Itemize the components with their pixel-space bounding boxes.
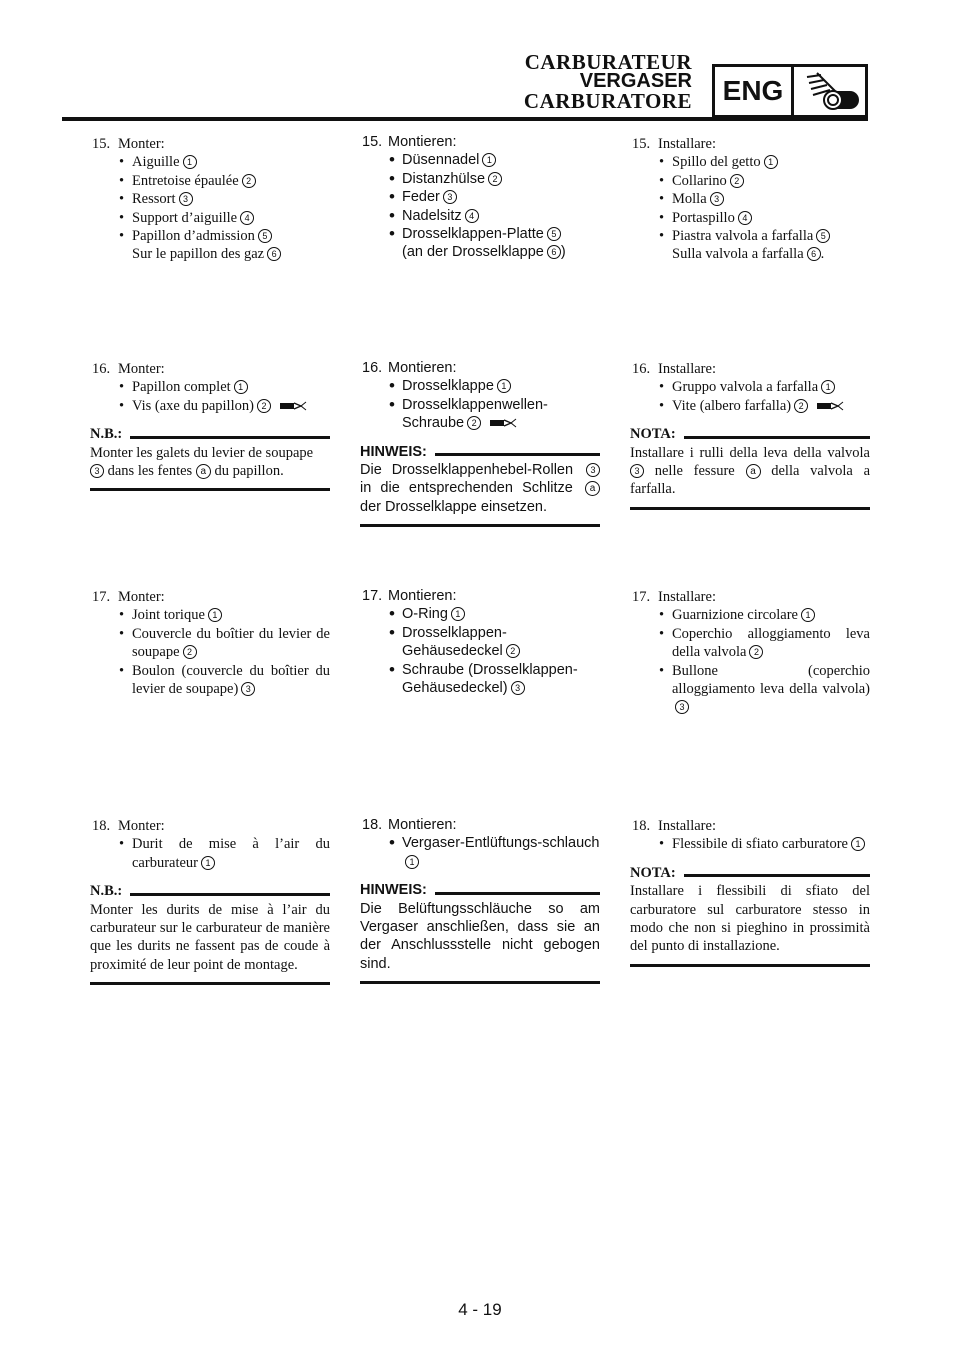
step-title: Monter: bbox=[118, 589, 165, 605]
list-item: • Collarino 2 bbox=[630, 172, 870, 190]
it-step-15 bbox=[630, 135, 870, 264]
callout-1: 1 bbox=[201, 856, 215, 870]
section-tag-box bbox=[712, 64, 868, 118]
step-title: Montieren: bbox=[388, 360, 457, 376]
note-end-rule bbox=[360, 524, 600, 527]
callout-1: 1 bbox=[208, 608, 222, 622]
step-number: 18. bbox=[632, 818, 651, 834]
note bbox=[90, 882, 330, 985]
callout-2: 2 bbox=[242, 174, 256, 188]
callout-3: 3 bbox=[443, 190, 457, 204]
list-item: • Papillon complet 1 bbox=[90, 378, 330, 396]
callout-2: 2 bbox=[749, 645, 763, 659]
it-step-16 bbox=[630, 360, 870, 510]
list-item: • Coperchio alloggiamento leva della valvola 2 bbox=[630, 625, 870, 662]
torque-icon bbox=[279, 400, 307, 412]
section-tag-label: ENG bbox=[715, 67, 794, 115]
callout-1: 1 bbox=[183, 155, 197, 169]
list-item: • Flessibile di sfiato carburatore 1 bbox=[630, 835, 870, 853]
callout-a: a bbox=[585, 481, 600, 496]
callout-a: a bbox=[746, 464, 761, 479]
callout-5: 5 bbox=[547, 227, 561, 241]
note-label: N.B.: bbox=[90, 426, 123, 443]
list-item: • Drosselklappen-Gehäusedeckel 2 bbox=[360, 624, 600, 661]
callout-2: 2 bbox=[506, 644, 520, 658]
note-label: HINWEIS: bbox=[360, 882, 427, 899]
list-item: • Vis (axe du papillon) 2 bbox=[90, 397, 330, 415]
de-step-18 bbox=[360, 816, 600, 984]
list-item: • Durit de mise à l’air du carburateur 1 bbox=[90, 835, 330, 872]
callout-2: 2 bbox=[488, 172, 502, 186]
step-title: Installare: bbox=[658, 361, 716, 377]
step-title: Monter: bbox=[118, 818, 165, 834]
callout-3: 3 bbox=[179, 192, 193, 206]
list-item: • Spillo del getto 1 bbox=[630, 153, 870, 171]
list-item: • Schraube (Drosselklappen-Gehäusedeckel) 3 bbox=[360, 661, 600, 698]
torque-icon bbox=[816, 400, 844, 412]
carburetor-icon bbox=[797, 69, 867, 115]
callout-2: 2 bbox=[794, 399, 808, 413]
note-label: NOTA: bbox=[630, 864, 676, 881]
step-title: Montieren: bbox=[388, 588, 457, 604]
callout-5: 5 bbox=[258, 229, 272, 243]
step-number: 15. bbox=[92, 136, 111, 152]
fr-step-15 bbox=[90, 135, 330, 264]
de-step-17 bbox=[360, 587, 600, 697]
list-item: • Joint torique 1 bbox=[90, 606, 330, 624]
callout-3: 3 bbox=[675, 700, 689, 714]
step-number: 15. bbox=[362, 134, 383, 150]
it-step-17 bbox=[630, 588, 870, 717]
callout-6: 6 bbox=[267, 247, 281, 261]
callout-1: 1 bbox=[405, 855, 419, 869]
note bbox=[90, 425, 330, 491]
callout-3: 3 bbox=[586, 463, 600, 477]
note-end-rule bbox=[630, 964, 870, 967]
callout-1: 1 bbox=[851, 837, 865, 851]
callout-3: 3 bbox=[90, 464, 104, 478]
callout-4: 4 bbox=[738, 211, 752, 225]
list-item: • Couvercle du boîtier du levier de soupape 2 bbox=[90, 625, 330, 662]
note bbox=[360, 881, 600, 984]
list-item: • Feder 3 bbox=[360, 188, 600, 206]
note bbox=[630, 425, 870, 510]
list-item: • Drosselklappe 1 bbox=[360, 377, 600, 395]
list-item: • Aiguille 1 bbox=[90, 153, 330, 171]
callout-1: 1 bbox=[482, 153, 496, 167]
callout-1: 1 bbox=[451, 607, 465, 621]
callout-4: 4 bbox=[465, 209, 479, 223]
step-title: Montieren: bbox=[388, 817, 457, 833]
note-end-rule bbox=[360, 981, 600, 984]
list-item: • Ressort 3 bbox=[90, 190, 330, 208]
step-title: Monter: bbox=[118, 136, 165, 152]
step-number: 18. bbox=[92, 818, 111, 834]
note-text: Installare i flessibili di sfiato del carburatore sul carburatore stesso in modo che non si pieghino in prossimità del punto di installazione. bbox=[630, 883, 870, 955]
list-item: • Vergaser-Entlüftungs-schlauch1 bbox=[360, 834, 600, 871]
list-item: • Portaspillo 4 bbox=[630, 209, 870, 227]
step-extra: Sur le papillon des gaz 6 bbox=[90, 245, 330, 263]
callout-6: 6 bbox=[807, 247, 821, 261]
torque-icon bbox=[489, 417, 517, 429]
step-title: Installare: bbox=[658, 589, 716, 605]
step-title: Installare: bbox=[658, 818, 716, 834]
list-item: • Vite (albero farfalla) 2 bbox=[630, 397, 870, 415]
callout-1: 1 bbox=[497, 379, 511, 393]
header-rule bbox=[62, 117, 868, 121]
note-end-rule bbox=[630, 507, 870, 510]
list-item: • Nadelsitz 4 bbox=[360, 207, 600, 225]
de-step-16 bbox=[360, 359, 600, 527]
note-text: Die Drosselklappenhebel-Rollen 3 in die entsprechenden Schlitze a der Drosselklappe einsetzen. bbox=[360, 461, 600, 516]
list-item: • Piastra valvola a farfalla 5 bbox=[630, 227, 870, 245]
callout-2: 2 bbox=[730, 174, 744, 188]
callout-2: 2 bbox=[467, 416, 481, 430]
note-end-rule bbox=[90, 982, 330, 985]
note-label: N.B.: bbox=[90, 883, 123, 900]
header-title-it: CARBURATORE bbox=[523, 89, 692, 113]
step-number: 17. bbox=[632, 589, 651, 605]
list-item: • Boulon (couvercle du boîtier du levier de soupape) 3 bbox=[90, 662, 330, 699]
callout-1: 1 bbox=[801, 608, 815, 622]
it-step-18 bbox=[630, 817, 870, 967]
header-title-fr: CARBURATEUR bbox=[524, 50, 692, 74]
step-title: Monter: bbox=[118, 361, 165, 377]
callout-5: 5 bbox=[816, 229, 830, 243]
note-text: Die Belüftungsschläuche so am Vergaser anschließen, dass sie an der Anschlussstelle nicht gebogen sind. bbox=[360, 900, 600, 972]
note bbox=[630, 864, 870, 967]
list-item: • Distanzhülse 2 bbox=[360, 170, 600, 188]
list-item: • Guarnizione circolare 1 bbox=[630, 606, 870, 624]
callout-1: 1 bbox=[764, 155, 778, 169]
list-item: • Support d’aiguille 4 bbox=[90, 209, 330, 227]
callout-2: 2 bbox=[183, 645, 197, 659]
note bbox=[360, 443, 600, 528]
callout-3: 3 bbox=[630, 464, 644, 478]
step-number: 16. bbox=[92, 361, 111, 377]
step-number: 18. bbox=[362, 817, 383, 833]
callout-3: 3 bbox=[511, 681, 525, 695]
note-label: HINWEIS: bbox=[360, 443, 427, 460]
callout-3: 3 bbox=[710, 192, 724, 206]
list-item: • Düsennadel 1 bbox=[360, 151, 600, 169]
de-step-15 bbox=[360, 133, 600, 262]
fr-step-17 bbox=[90, 588, 330, 698]
fr-step-18 bbox=[90, 817, 330, 985]
list-item: • Drosselklappen-Platte 5 bbox=[360, 225, 600, 243]
step-number: 15. bbox=[632, 136, 651, 152]
step-extra: (an der Drosselklappe 6 ) bbox=[402, 244, 566, 261]
list-item: • Bullone (coperchio alloggiamento leva della valvola)3 bbox=[630, 662, 870, 717]
note-text: Monter les galets du levier de soupape 3 dans les fentes a du papillon. bbox=[90, 444, 314, 480]
step-number: 17. bbox=[92, 589, 111, 605]
note-end-rule bbox=[90, 488, 330, 491]
note-text: Monter les durits de mise à l’air du carburateur sur le carburateur de manière que les durits ne fassent pas de coude à proximité de leur point de montage. bbox=[90, 901, 330, 973]
callout-6: 6 bbox=[547, 245, 561, 259]
header-title-de: VERGASER bbox=[579, 70, 692, 92]
callout-3: 3 bbox=[241, 682, 255, 696]
callout-1: 1 bbox=[821, 380, 835, 394]
step-number: 16. bbox=[362, 360, 383, 376]
list-item: • O-Ring 1 bbox=[360, 605, 600, 623]
list-item: • Gruppo valvola a farfalla 1 bbox=[630, 378, 870, 396]
fr-step-16 bbox=[90, 360, 330, 491]
callout-2: 2 bbox=[257, 399, 271, 413]
note-label: NOTA: bbox=[630, 426, 676, 443]
callout-1: 1 bbox=[234, 380, 248, 394]
note-text: Installare i rulli della leva della valvola 3 nelle fessure a della valvola a farfalla. bbox=[630, 444, 871, 498]
step-extra: Sulla valvola a farfalla 6 . bbox=[672, 246, 825, 263]
step-title: Montieren: bbox=[388, 134, 457, 150]
step-number: 16. bbox=[632, 361, 651, 377]
list-item: • Entretoise épaulée 2 bbox=[90, 172, 330, 190]
list-item: • Papillon d’admission 5 bbox=[90, 227, 330, 245]
page-number: 4 - 19 bbox=[458, 1300, 502, 1319]
step-number: 17. bbox=[362, 588, 383, 604]
list-item: • Drosselklappenwellen-Schraube 2 bbox=[360, 396, 600, 433]
callout-4: 4 bbox=[240, 211, 254, 225]
list-item: • Molla 3 bbox=[630, 190, 870, 208]
step-title: Installare: bbox=[658, 136, 716, 152]
callout-a: a bbox=[196, 464, 211, 479]
